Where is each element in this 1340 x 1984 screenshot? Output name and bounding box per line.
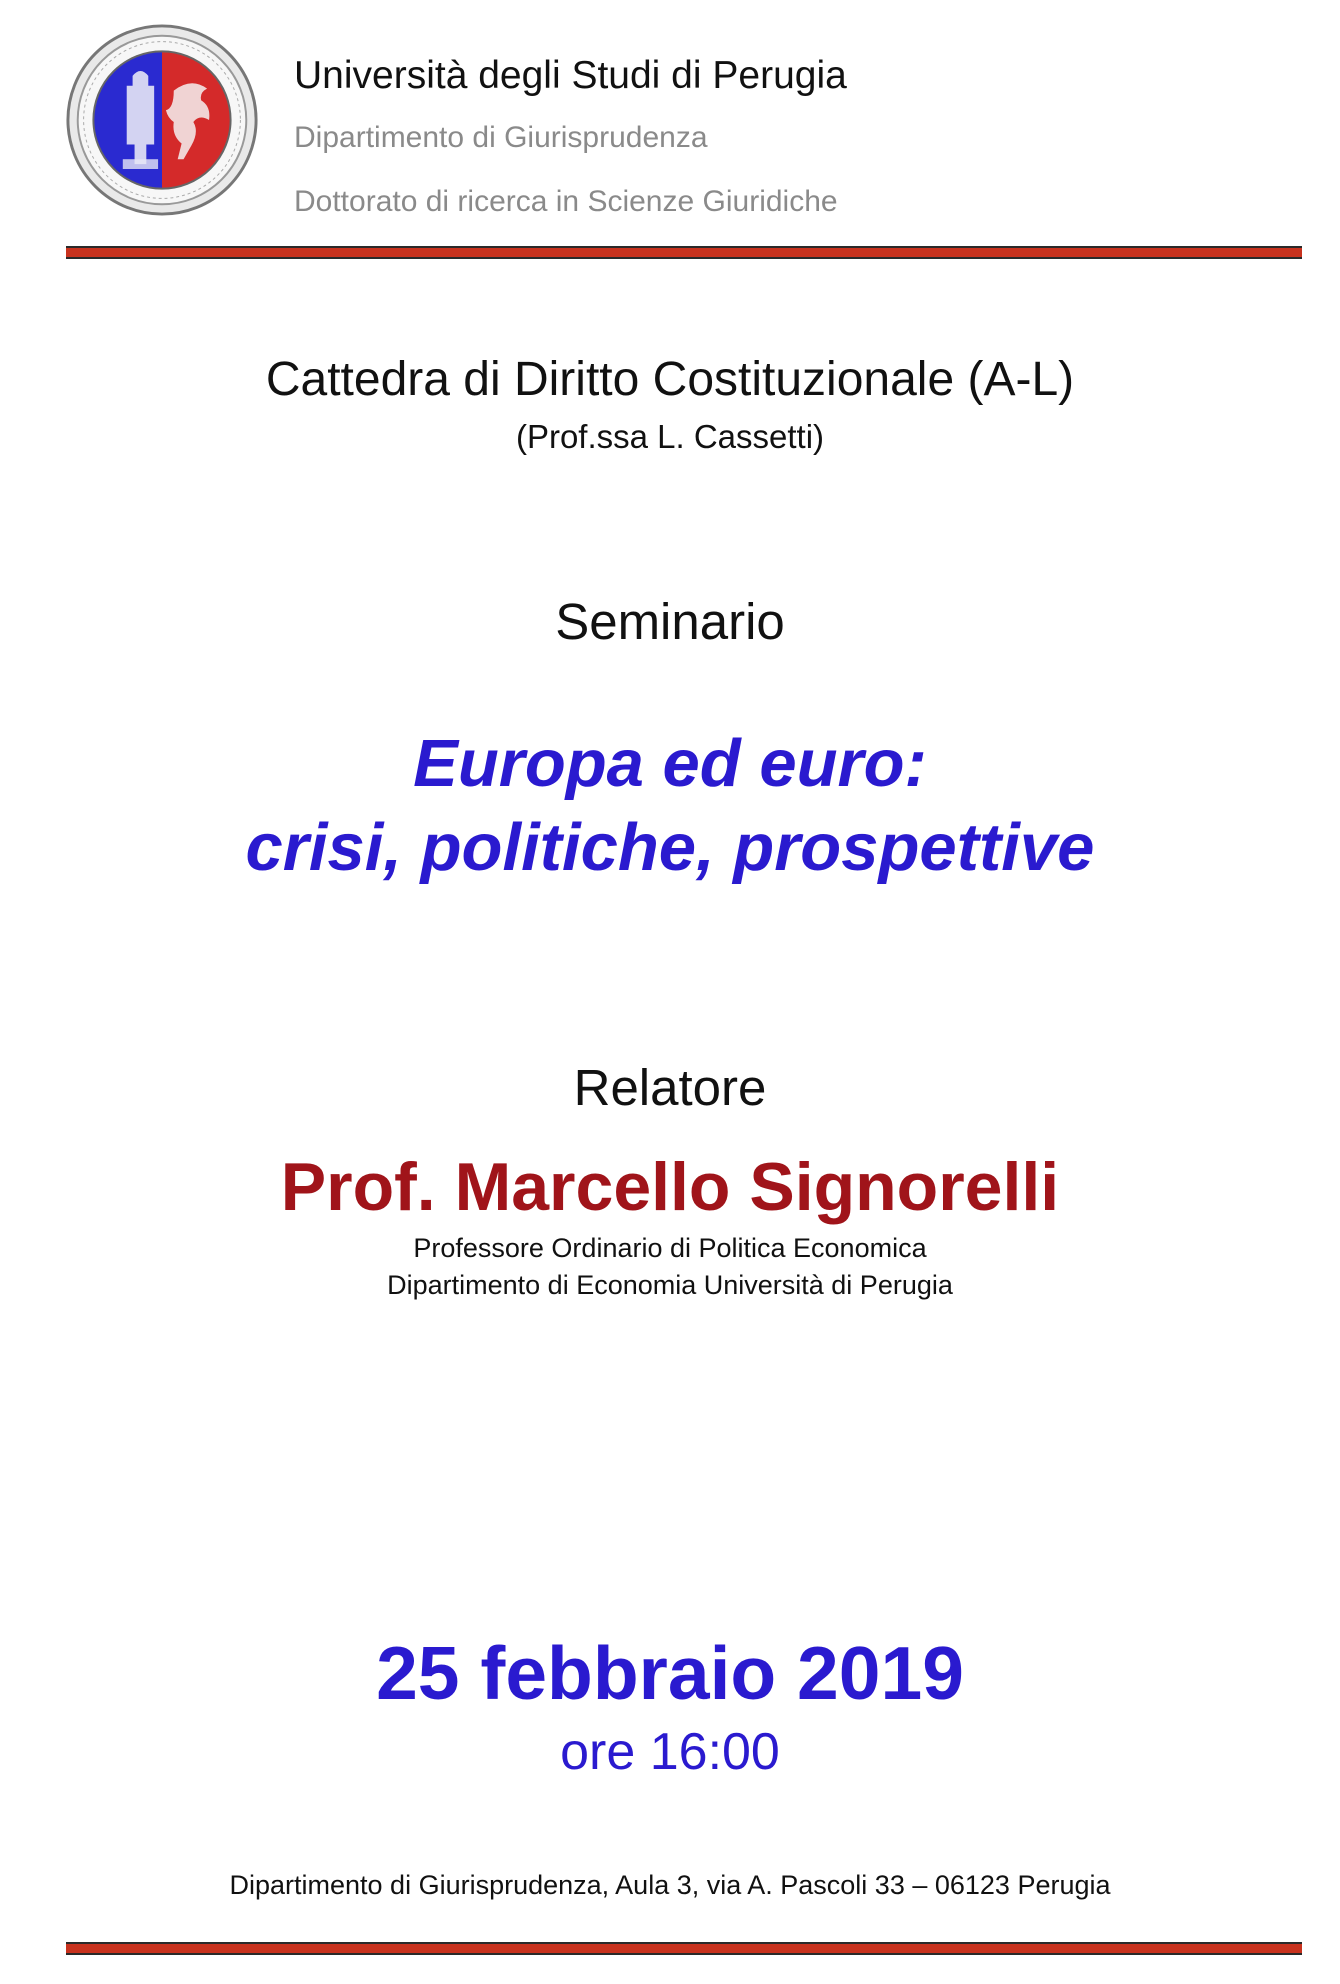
chair-name: Cattedra di Diritto Costituzionale (A-L) <box>265 353 1075 406</box>
event-time: ore 16:00 <box>560 1723 780 1781</box>
event-type-label: Seminario <box>555 593 785 650</box>
seminar-title <box>0 722 1340 890</box>
letterhead <box>294 46 847 234</box>
speaker-role: Professore Ordinario di Politica Economica <box>413 1233 927 1263</box>
chair-holder: (Prof.ssa L. Cassetti) <box>515 418 825 455</box>
event-venue: Dipartimento di Giurisprudenza, Aula 3, via A. Pascoli 33 – 06123 Perugia <box>229 1870 1111 1900</box>
seminar-title-line-1: Europa ed euro: <box>413 726 927 801</box>
event-date: 25 febbraio 2019 <box>376 1631 964 1715</box>
speaker-details <box>0 1230 1340 1304</box>
bottom-divider <box>66 1942 1302 1955</box>
doctorate-name: Dottorato di ricerca in Scienze Giuridiche <box>294 185 838 218</box>
speaker-affiliation: Dipartimento di Economia Università di Perugia <box>387 1270 953 1300</box>
speaker-name: Prof. Marcello Signorelli <box>280 1149 1060 1225</box>
seminar-title-line-2: crisi, politiche, prospettive <box>245 810 1095 885</box>
university-seal-icon <box>64 22 260 218</box>
top-divider <box>66 246 1302 259</box>
university-name: Università degli Studi di Perugia <box>294 54 847 97</box>
department-name: Dipartimento di Giurisprudenza <box>294 121 708 154</box>
speaker-label: Relatore <box>573 1059 767 1116</box>
